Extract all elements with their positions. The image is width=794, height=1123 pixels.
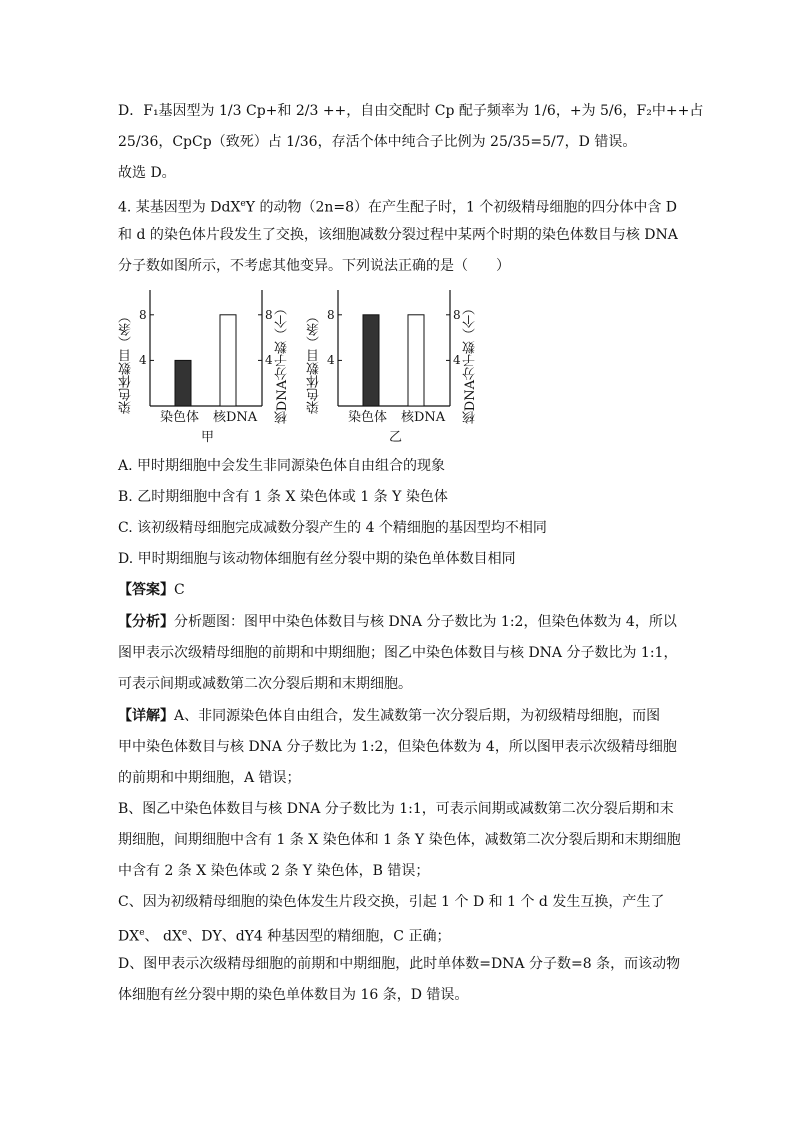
detail-line-7: C、因为初级精母细胞的染色体发生片段交换，引起 1 个 D 和 1 个 d 发生互换，产生了: [118, 894, 665, 910]
question-text-start: 4. 某基因型为 DdX: [118, 199, 241, 216]
chart-jia: [120, 288, 300, 450]
y-tick-label-right: 4: [453, 353, 461, 368]
y-tick-label-left: 4: [139, 353, 147, 368]
option-a: A. 甲时期细胞中会发生非同源染色体自由组合的现象: [118, 458, 446, 474]
category-label-dna: 核DNA: [213, 410, 258, 425]
detail-line-10: 体细胞有丝分裂中期的染色单体数目为 16 条，D 错误。: [118, 987, 469, 1003]
y-tick-label-right: 4: [265, 353, 273, 368]
option-c: C. 该初级精母细胞完成减数分裂产生的 4 个精细胞的基因型均不相同: [118, 520, 547, 536]
detail-8-sup-1: e: [139, 928, 145, 938]
y-tick-label-left: 4: [327, 353, 335, 368]
option-b: B. 乙时期细胞中含有 1 条 X 染色体或 1 条 Y 染色体: [118, 489, 448, 505]
detail-8-part-c: 、DY、dY4 种基因型的精细胞，C 正确；: [187, 928, 451, 945]
text-line-1: D．F₁基因型为 1/3 Cp+和 2/3 ++，自由交配时 Cp 配子频率为 1/6，+为 5/6，F₂中++占: [118, 103, 704, 119]
bar-chromosome: [363, 315, 379, 406]
answer-value: C: [174, 582, 185, 598]
analysis-line-2: 图甲表示次级精母细胞的前期和中期细胞；图乙中染色体数目与核 DNA 分子数比为 1:1，: [118, 645, 678, 661]
analysis-tag: 【分析】: [118, 614, 174, 630]
bar-dna: [220, 315, 236, 406]
detail-line-3: 的前期和中期细胞，A 错误；: [118, 770, 301, 786]
question-line-3: 分子数如图所示，不考虑其他变异。下列说法正确的是（ ）: [118, 258, 510, 274]
question-4-stem: [118, 194, 677, 218]
analysis-line-1: [118, 612, 677, 632]
analysis-line-3: 可表示间期或减数第二次分裂后期和末期细胞。: [118, 676, 412, 692]
chart-jia-svg: [120, 288, 300, 450]
detail-8-part-a: DX: [118, 928, 140, 945]
y-axis-label-left: 染色体数目（条）: [119, 310, 134, 414]
bar-chromosome: [175, 360, 191, 406]
detail-line-8: [118, 923, 450, 947]
answer-line: [118, 580, 185, 600]
detail-8-part-b: 、 dX: [144, 928, 182, 945]
answer-tag: 【答案】: [118, 582, 174, 598]
detail-line-1: [118, 706, 660, 726]
chart-caption-yi: 乙: [389, 430, 403, 445]
detail-line-9: D、图甲表示次级精母细胞的前期和中期细胞，此时单体数=DNA 分子数=8 条，而该动物: [118, 956, 681, 972]
text-line-3: 故选 D。: [118, 165, 176, 181]
detail-text-1: A、非同源染色体自由组合，发生减数第一次分裂后期，为初级精母细胞，而图: [174, 708, 661, 724]
y-axis-label-left: 染色体数目（条）: [307, 310, 322, 414]
chart-yi-svg: [308, 288, 488, 450]
detail-line-5: 期细胞，间期细胞中含有 1 条 X 染色体和 1 条 Y 染色体，减数第二次分裂后期和末期细胞: [118, 832, 681, 848]
y-tick-label-left: 8: [139, 307, 147, 322]
option-d: D. 甲时期细胞与该动物体细胞有丝分裂中期的染色单体数目相同: [118, 551, 516, 567]
bar-dna: [408, 315, 424, 406]
y-axis-label-right: 核DNA分子数（个）: [275, 302, 290, 425]
detail-line-4: B、图乙中染色体数目与核 DNA 分子数比为 1:1，可表示间期或减数第二次分裂后期和末: [118, 801, 674, 817]
detail-line-6: 中含有 2 条 X 染色体或 2 条 Y 染色体，B 错误；: [118, 863, 430, 879]
detail-line-2: 甲中染色体数目与核 DNA 分子数比为 1:2，但染色体数为 4，所以图甲表示次级精母细胞: [118, 739, 677, 755]
analysis-text-1: 分析题图：图甲中染色体数目与核 DNA 分子数比为 1:2，但染色体数为 4，所以: [174, 614, 677, 630]
question-text-end: Y 的动物（2n=8）在产生配子时，1 个初级精母细胞的四分体中含 D: [245, 199, 678, 216]
question-superscript: e: [240, 199, 246, 209]
chart-yi: [308, 288, 488, 450]
question-line-2: 和 d 的染色体片段发生了交换，该细胞减数分裂过程中某两个时期的染色体数目与核 DNA: [118, 227, 678, 243]
y-tick-label-right: 8: [265, 307, 273, 322]
y-tick-label-right: 8: [453, 307, 461, 322]
text-line-2: 25/36，CpCp（致死）占 1/36，存活个体中纯合子比例为 25/35=5/7，D 错误。: [118, 134, 637, 150]
category-label-chromosome: 染色体: [348, 410, 388, 425]
detail-tag: 【详解】: [118, 708, 174, 724]
category-label-dna: 核DNA: [401, 410, 446, 425]
category-label-chromosome: 染色体: [160, 410, 200, 425]
chart-caption-jia: 甲: [201, 430, 215, 445]
y-tick-label-left: 8: [327, 307, 335, 322]
detail-8-sup-2: e: [181, 928, 188, 938]
y-axis-label-right: 核DNA分子数（个）: [463, 302, 478, 425]
